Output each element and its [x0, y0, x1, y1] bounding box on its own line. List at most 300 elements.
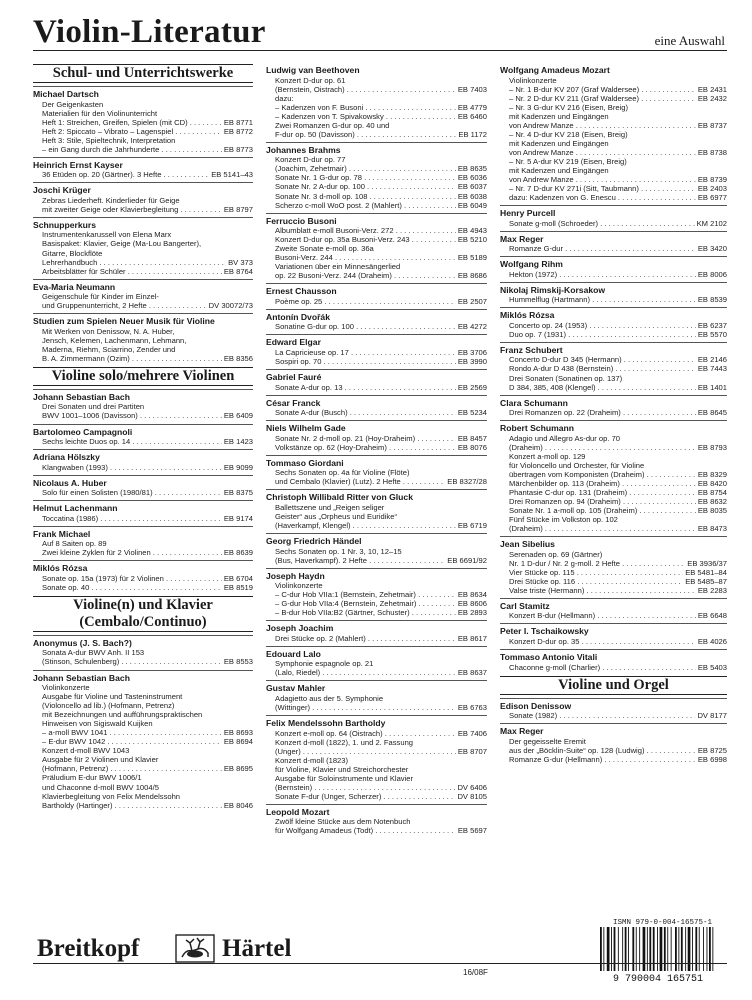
- work-line: [500, 443, 727, 452]
- work-title: (Bernstein) . . .: [275, 783, 455, 792]
- edition-number: EB 2569: [457, 382, 487, 392]
- work-line: Violinkonzerte: [509, 75, 557, 85]
- work-line: Adagio und Allegro As-dur op. 70: [509, 433, 621, 443]
- composer-entry: [266, 715, 487, 801]
- work-title: – Nr. 2 D-dur KV 211 (Graf Waldersee) . . .: [509, 94, 696, 103]
- work-line: [500, 746, 727, 755]
- work-title: Nr. 1 D-dur / Nr. 2 g-moll. 2 Hefte . . .: [509, 559, 685, 568]
- work-line: [33, 118, 253, 127]
- work-line: [266, 164, 487, 173]
- work-line: [33, 411, 253, 420]
- composer-entry: [500, 395, 727, 418]
- composer-entry: [266, 395, 487, 418]
- work-title: Sonate A-dur (Busch) . . .: [275, 408, 456, 417]
- edition-number: EB 2146: [697, 355, 727, 365]
- composer-entry: [500, 536, 727, 595]
- work-line: mit Bezeichnungen und aufführungspraktischen: [42, 710, 203, 720]
- work-line: Fünf Stücke im Volkston op. 102: [509, 515, 618, 525]
- work-title: Concerto op. 24 (1953) . . .: [509, 321, 696, 330]
- barcode-bar: [643, 927, 646, 971]
- work-line: Violinkonzerte: [275, 581, 323, 591]
- edition-number: EB 7406: [457, 728, 487, 738]
- composer-entry: [266, 455, 487, 487]
- work-line: für Violine, Klavier und Streichorchester: [275, 764, 409, 774]
- edition-number: EB 8634: [457, 590, 487, 600]
- work-title: Poème op. 25 . . .: [275, 297, 456, 306]
- composer-entry: [266, 489, 487, 530]
- work-title: (Stinson, Schulenberg) . . .: [42, 657, 222, 666]
- work-title: Sonate Nr. 2 d-moll op. 21 (Hoy-Draheim) . . .: [275, 434, 456, 443]
- work-line: [33, 657, 253, 666]
- edition-number: EB 8707: [457, 746, 487, 756]
- edition-number: EB 8046: [223, 800, 253, 810]
- work-title: Volkstänze op. 62 (Hoy-Draheim) . . .: [275, 443, 456, 452]
- publisher-name-right: Härtel: [222, 935, 292, 962]
- work-line: [266, 85, 487, 94]
- composer-name: Georg Friedrich Händel: [266, 536, 362, 546]
- work-line: [266, 556, 487, 565]
- composer-name: Edison Denissow: [500, 700, 572, 711]
- edition-number: KM 2102: [696, 218, 727, 228]
- composer-entry: [266, 620, 487, 643]
- work-line: [500, 121, 727, 130]
- composer-name: Felix Mendelssohn Bartholdy: [266, 718, 386, 729]
- work-line: [266, 201, 487, 210]
- section-heading: Schul- und Unterrichtswerke: [33, 64, 253, 83]
- work-line: [266, 271, 487, 280]
- edition-number: EB 8645: [697, 408, 727, 418]
- work-title: Heft 1: Streichen, Greifen, Spielen (mit CD) . . .: [42, 118, 222, 127]
- work-line: [266, 130, 487, 139]
- barcode-bars: [600, 927, 713, 971]
- work-line: [500, 219, 727, 228]
- work-title: Konzert D-dur op. 35 . . .: [509, 637, 696, 646]
- work-title: Valse triste (Hermann) . . .: [509, 586, 696, 595]
- edition-number: EB 8637: [457, 668, 487, 678]
- work-line: mit Kadenzen und Eingängen: [509, 165, 609, 175]
- work-line: [266, 112, 487, 121]
- composer-entry: [266, 646, 487, 678]
- composer-name: Ferruccio Busoni: [266, 215, 337, 226]
- work-line: Sonata A-dur BWV Anh. II 153: [42, 648, 145, 658]
- footer-rule: [33, 963, 727, 964]
- work-title: Klangwaben (1993) . . .: [42, 463, 222, 472]
- edition-number: EB 8793: [697, 442, 727, 452]
- work-line: [33, 267, 253, 276]
- edition-number: EB 3990: [457, 357, 487, 367]
- work-title: (Draheim) . . .: [509, 443, 696, 452]
- work-line: [266, 383, 487, 392]
- work-line: [500, 577, 727, 586]
- work-title: Albumblatt e-moll Busoni-Verz. 272 . . .: [275, 226, 456, 235]
- work-title: – E-dur BWV 1042 . . .: [42, 737, 222, 746]
- composer-name: Jean Sibelius: [500, 539, 555, 550]
- work-title: Sospiri op. 70 . . .: [275, 357, 456, 366]
- edition-number: EB 4026: [697, 636, 727, 646]
- work-line: [266, 747, 487, 756]
- edition-number: EB 8773: [223, 144, 253, 154]
- work-title: Drei Stücke op. 116 . . .: [509, 577, 683, 586]
- work-line: (Violoncello ad lib.) (Hofmann, Petrenz): [42, 701, 175, 711]
- work-line: für Violoncello und Orchester, für Violine: [509, 460, 645, 470]
- composer-name: Tommaso Antonio Vitali: [500, 652, 598, 663]
- composer-entry: [33, 635, 253, 667]
- work-line: Drei Sonaten und drei Partiten: [42, 402, 145, 412]
- barcode-bar: [603, 927, 604, 971]
- edition-number: EB 6704: [223, 573, 253, 583]
- work-title: Sonatine G-dur op. 100 . . .: [275, 322, 456, 331]
- edition-number: EB 8632: [697, 497, 727, 506]
- work-title: von Andrew Manze . . .: [509, 175, 696, 184]
- work-line: Materialien für den Violinunterricht: [42, 108, 158, 118]
- edition-number: EB 8693: [223, 728, 253, 738]
- composer-name: Clara Schumann: [500, 397, 568, 408]
- edition-number: EB 7403: [457, 84, 487, 94]
- work-line: Ausgabe für Violine und Tasteninstrument: [42, 692, 183, 702]
- work-line: [500, 175, 727, 184]
- work-title: B. A. Zimmermann (Ozim) . . .: [42, 354, 222, 363]
- work-title: Sonate op. 40 . . .: [42, 583, 222, 592]
- composer-name: Edouard Lalo: [266, 648, 321, 659]
- edition-number: EB 5403: [697, 662, 727, 672]
- composer-name: Niels Wilhelm Gade: [266, 423, 346, 434]
- edition-number: EB 8356: [223, 353, 253, 363]
- barcode-bar: [636, 927, 637, 971]
- barcode-bar: [600, 927, 602, 971]
- work-title: Drei Stücke op. 2 (Mahlert) . . .: [275, 634, 456, 643]
- work-title: Konzert e-moll op. 64 (Oistrach) . . .: [275, 729, 456, 738]
- composer-entry: [500, 307, 727, 339]
- edition-number: EB 8539: [697, 295, 727, 305]
- barcode-bar: [647, 927, 648, 971]
- work-title: (Haverkampf, Klengel) . . .: [275, 521, 456, 530]
- composer-name: Heinrich Ernst Kayser: [33, 159, 123, 170]
- edition-number: EB 8457: [457, 433, 487, 443]
- composer-name: Johann Sebastian Bach: [33, 672, 130, 683]
- edition-number: EB 6237: [697, 320, 727, 330]
- work-line: Heft 3: Stile, Spieltechnik, Interpretation: [42, 135, 176, 145]
- edition-number: EB 5570: [697, 329, 727, 339]
- work-line: [266, 192, 487, 201]
- work-line: [266, 173, 487, 182]
- composer-entry: [266, 804, 487, 836]
- work-line: [266, 434, 487, 443]
- composer-entry: [500, 282, 727, 305]
- work-line: Klavierbegleitung von Felix Mendelssohn: [42, 791, 181, 801]
- work-line: [266, 783, 487, 792]
- edition-number: DV 6406: [457, 782, 487, 792]
- work-line: [500, 193, 727, 202]
- work-line: [33, 548, 253, 557]
- work-line: [266, 521, 487, 530]
- composer-entry: [500, 649, 727, 672]
- edition-number: EB 6763: [457, 702, 487, 712]
- barcode-bar: [681, 927, 683, 971]
- work-line: Ausgabe für Soloinstrumente und Klavier: [275, 773, 414, 783]
- work-line: und Chaconne d-moll BWV 1004/5: [42, 782, 159, 792]
- barcode-bar: [667, 927, 668, 971]
- work-title: Sechs leichte Duos op. 14 . . .: [42, 437, 222, 446]
- composer-name: Studien zum Spielen Neuer Musik für Violine: [33, 316, 215, 327]
- edition-number: EB 5697: [457, 826, 487, 836]
- work-title: Romanze G-dur . . .: [509, 244, 696, 253]
- work-line: [266, 182, 487, 191]
- work-line: [500, 321, 727, 330]
- work-title: aus der „Böcklin-Suite“ op. 128 (Ludwig) . . .: [509, 746, 696, 755]
- work-line: [500, 244, 727, 253]
- work-line: [266, 792, 487, 801]
- composer-name: Edward Elgar: [266, 337, 321, 348]
- work-line: [500, 755, 727, 764]
- barcode-bar: [628, 927, 629, 971]
- work-line: [266, 668, 487, 677]
- work-line: [33, 301, 253, 310]
- work-line: Sechs Sonaten op. 1 Nr. 3, 10, 12–15: [275, 546, 402, 556]
- composer-name: Nicolaus A. Huber: [33, 477, 107, 488]
- edition-number: EB 8738: [697, 147, 727, 157]
- composer-name: Robert Schumann: [500, 423, 575, 434]
- composer-name: Frank Michael: [33, 528, 91, 539]
- publisher-name-left: Breitkopf: [37, 935, 140, 962]
- edition-number: EB 2403: [697, 184, 727, 194]
- work-line: mit Kadenzen und Eingängen: [509, 111, 609, 121]
- barcode-bar: [699, 927, 700, 971]
- work-title: Scherzo c-moll WoO post. 2 (Mahlert) . . .: [275, 201, 456, 210]
- composer-name: Max Reger: [500, 726, 544, 737]
- edition-number: EB 8420: [697, 478, 727, 488]
- work-line: Konzert D-dur op. 61: [275, 75, 346, 85]
- work-line: Präludium E-dur BWV 1006/1: [42, 773, 142, 783]
- barcode-bar: [660, 927, 663, 971]
- composer-entry: [266, 680, 487, 712]
- composer-name: Miklós Rózsa: [500, 310, 555, 321]
- work-title: – Kadenzen von T. Spivakowsky . . .: [275, 112, 456, 121]
- work-line: [33, 764, 253, 773]
- composer-name: Michael Dartsch: [33, 89, 99, 99]
- edition-number: EB 8639: [223, 548, 253, 558]
- composer-entry: [33, 424, 253, 447]
- work-title: Konzert D-dur op. 35a Busoni-Verz. 243 . . .: [275, 235, 456, 244]
- work-line: Zwölf kleine Stücke aus dem Notenbuch: [275, 817, 411, 827]
- work-line: [266, 826, 487, 835]
- work-title: – G-dur Hob VIIa:4 (Bernstein, Zehetmair) . . .: [275, 599, 456, 608]
- work-line: [500, 524, 727, 533]
- edition-number: BV 373: [228, 257, 253, 267]
- work-line: Konzert D-dur op. 77: [275, 155, 346, 165]
- work-title: BWV 1001–1006 (Davisson) . . .: [42, 411, 222, 420]
- composer-name: Helmut Lachenmann: [33, 503, 118, 514]
- work-line: [266, 408, 487, 417]
- barcode-bar: [639, 927, 640, 971]
- work-line: [500, 586, 727, 595]
- composer-name: Johannes Brahms: [266, 144, 341, 155]
- edition-number: EB 8617: [457, 633, 487, 643]
- composer-entry: [33, 670, 253, 810]
- work-title: Sonate (1982) . . .: [509, 711, 695, 720]
- composer-entry: [33, 526, 253, 558]
- work-title: (Bernstein, Oistrach) . . .: [275, 85, 456, 94]
- work-line: Zweite Sonate e-moll op. 36a: [275, 244, 374, 254]
- work-line: [33, 514, 253, 523]
- work-line: Der Geigenkasten: [42, 99, 104, 109]
- work-title: und Cembalo (Klavier) (Lutz). 2 Hefte . . .: [275, 477, 445, 486]
- work-title: Sonate Nr. 1 a-moll op. 105 (Draheim) . . .: [509, 506, 696, 515]
- composer-entry: [33, 500, 253, 523]
- work-title: Arbeitsblätter für Schüler . . .: [42, 267, 222, 276]
- work-title: Zwei kleine Zyklen für 2 Violinen . . .: [42, 548, 222, 557]
- edition-number: DV 30072/73: [208, 301, 253, 311]
- edition-number: EB 8686: [457, 271, 487, 281]
- work-line: Konzert d-moll BWV 1043: [42, 746, 130, 756]
- composer-entry: [33, 279, 253, 311]
- edition-number: EB 9099: [223, 462, 253, 472]
- work-line: [266, 703, 487, 712]
- barcode-bar: [625, 927, 627, 971]
- work-title: Duo op. 7 (1931) . . .: [509, 330, 696, 339]
- isbn-text: ISMN 979-0-004-16575-1: [613, 919, 713, 927]
- work-title: Heft 2: Spiccato – Vibrato – Lagenspiel . . .: [42, 127, 222, 136]
- edition-number: EB 6719: [457, 520, 487, 530]
- work-title: Phantasie C-dur op. 131 (Draheim) . . .: [509, 488, 696, 497]
- work-line: [266, 634, 487, 643]
- edition-number: EB 6691/92: [447, 555, 487, 565]
- composer-entry: [500, 231, 727, 254]
- composer-name: Johann Sebastian Bach: [33, 391, 130, 402]
- work-line: Der gegeisselte Eremit: [509, 736, 586, 746]
- work-title: von Andrew Manze . . .: [509, 121, 696, 130]
- work-line: Drei Sonaten (Sonatinen op. 137): [509, 373, 623, 383]
- work-line: Geigenschule für Kinder im Einzel-: [42, 292, 159, 302]
- edition-number: EB 8797: [223, 204, 253, 214]
- work-title: Märchenbilder op. 113 (Draheim) . . .: [509, 479, 696, 488]
- work-line: Symphonie espagnole op. 21: [275, 659, 374, 669]
- composer-entry: [266, 213, 487, 281]
- composer-entry: [266, 63, 487, 139]
- work-line: [266, 348, 487, 357]
- composer-entry: [500, 63, 727, 202]
- edition-number: EB 6977: [697, 193, 727, 203]
- edition-number: EB 9174: [223, 513, 253, 523]
- work-line: [33, 737, 253, 746]
- composer-name: Antonín Dvořák: [266, 311, 330, 322]
- work-title: Solo für einen Solisten (1980/81) . . .: [42, 488, 222, 497]
- work-line: [266, 729, 487, 738]
- work-line: [500, 330, 727, 339]
- work-line: Zebras Liederheft. Kinderlieder für Geige: [42, 195, 180, 205]
- work-line: [500, 663, 727, 672]
- composer-name: Joseph Joachim: [266, 623, 334, 634]
- composer-entry: [33, 449, 253, 472]
- work-title: – B-dur Hob VIIa:B2 (Gärtner, Schuster) . . .: [275, 608, 456, 617]
- composer-entry: [266, 334, 487, 366]
- edition-number: EB 6037: [457, 182, 487, 192]
- work-line: [500, 85, 727, 94]
- composer-name: Carl Stamitz: [500, 600, 550, 611]
- composer-entry: [33, 475, 253, 498]
- work-line: [500, 383, 727, 392]
- work-line: mit Kadenzen und Eingängen: [509, 138, 609, 148]
- composer-entry: [33, 86, 253, 154]
- composer-entry: [266, 568, 487, 618]
- edition-number: EB 4272: [457, 322, 487, 332]
- work-title: – Kadenzen von F. Busoni . . .: [275, 103, 456, 112]
- work-line: [33, 205, 253, 214]
- edition-number: EB 8764: [223, 266, 253, 276]
- barcode-bar: [712, 927, 713, 971]
- edition-number: EB 8519: [223, 582, 253, 592]
- work-line: [500, 295, 727, 304]
- barcode-bar: [675, 927, 677, 971]
- work-title: Sonate g-moll (Schroeder) . . .: [509, 219, 695, 228]
- work-title: Hekton (1972) . . .: [509, 270, 696, 279]
- work-line: [266, 322, 487, 331]
- edition-number: EB 8737: [697, 120, 727, 130]
- edition-number: EB 3420: [697, 244, 727, 254]
- barcode-bar: [618, 927, 619, 971]
- composer-name: Ernest Chausson: [266, 286, 337, 297]
- work-line: Basispaket: Klavier, Geige (Ma-Lou Bangerter),: [42, 239, 202, 249]
- edition-number: EB 8606: [457, 599, 487, 609]
- work-line: Instrumentenkarussell von Elena Marx: [42, 230, 172, 240]
- composer-entry: [266, 533, 487, 565]
- composer-name: Eva-Maria Neumann: [33, 281, 116, 292]
- work-title: für Wolfgang Amadeus (Todt) . . .: [275, 826, 456, 835]
- work-title: Bartholdy (Hartinger) . . .: [42, 801, 222, 810]
- work-title: – Nr. 1 B-dur KV 207 (Graf Waldersee) . . .: [509, 85, 696, 94]
- edition-number: EB 8772: [223, 126, 253, 136]
- composer-name: Wolfgang Amadeus Mozart: [500, 65, 610, 75]
- barcode-bar: [692, 927, 693, 971]
- barcode-bar: [695, 927, 697, 971]
- work-line: – Nr. 4 D-dur KV 218 (Eisen, Breig): [509, 129, 628, 139]
- barcode-bar: [678, 927, 679, 971]
- work-title: Sonate op. 15a (1973) für 2 Violinen . . .: [42, 574, 222, 583]
- composer-entry: [500, 698, 727, 721]
- column-right: [500, 60, 727, 764]
- work-line: [266, 253, 487, 262]
- edition-number: EB 8473: [697, 524, 727, 534]
- section-heading: Violine solo/mehrere Violinen: [33, 367, 253, 386]
- work-title: op. 22 Busoni-Verz. 244 (Draheim) . . .: [275, 271, 456, 280]
- barcode-bar: [657, 927, 658, 971]
- edition-number: EB 8375: [223, 488, 253, 498]
- composer-entry: [33, 389, 253, 421]
- edition-number: EB 1172: [458, 129, 487, 139]
- title-rule: [33, 50, 727, 51]
- edition-number: EB 7443: [697, 364, 727, 374]
- composer-entry: [500, 623, 727, 646]
- work-line: Jensch, Kelemen, Lachenmann, Lehmann,: [42, 335, 187, 345]
- composer-name: Tommaso Giordani: [266, 457, 344, 468]
- edition-number: EB 2507: [457, 296, 487, 306]
- work-title: – a-moll BWV 1041 . . .: [42, 728, 222, 737]
- work-line: [500, 488, 727, 497]
- composer-name: Gabriel Fauré: [266, 372, 322, 383]
- work-line: [500, 148, 727, 157]
- barcode-bar: [622, 927, 623, 971]
- work-line: – Nr. 5 A-dur KV 219 (Eisen, Breig): [509, 156, 627, 166]
- work-title: D 384, 385, 408 (Klengel) . . .: [509, 383, 696, 392]
- work-line: [266, 297, 487, 306]
- edition-number: EB 3706: [457, 347, 487, 357]
- composer-entry: [33, 157, 253, 180]
- work-line: [33, 801, 253, 810]
- composer-name: Nikolaj Rimskij-Korsakow: [500, 284, 606, 295]
- edition-number: EB 1401: [697, 382, 727, 392]
- work-line: [500, 497, 727, 506]
- work-line: Geister“ aus „Orpheus und Euridike“: [275, 511, 397, 521]
- work-line: [33, 583, 253, 592]
